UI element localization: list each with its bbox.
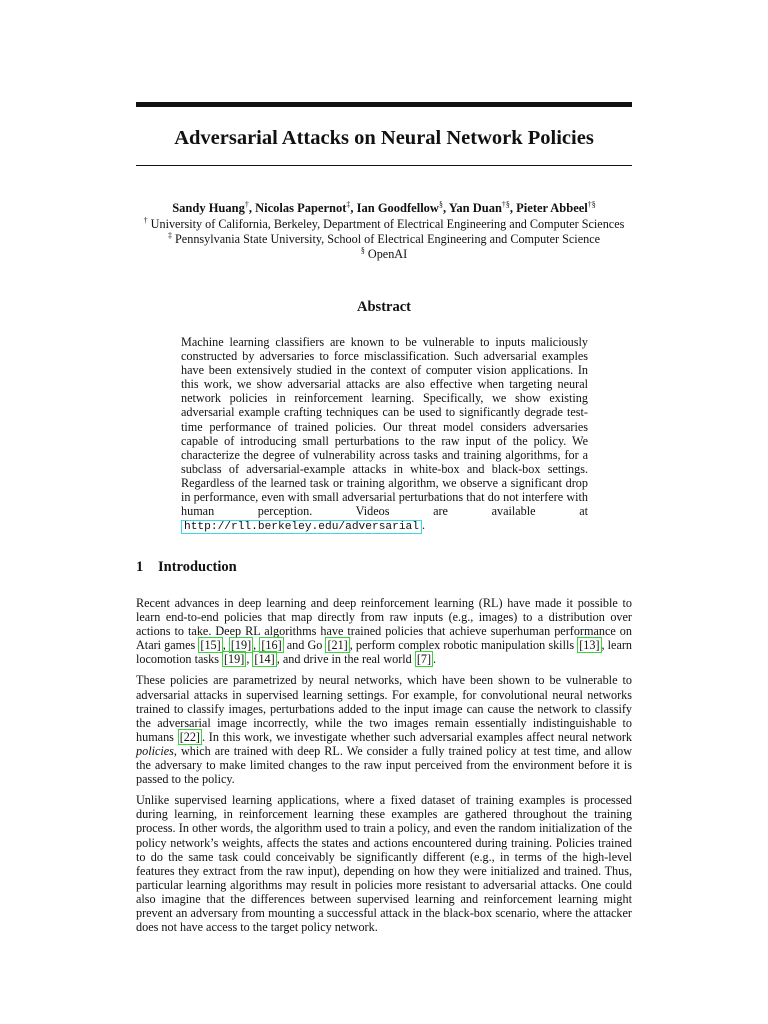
body-text: , <box>222 638 229 653</box>
author-affiliation-mark: †§ <box>587 200 596 209</box>
citation-link[interactable]: [19] <box>230 638 252 653</box>
citation-link[interactable]: [16] <box>261 638 282 653</box>
affiliation-text: University of California, Berkeley, Department of Electrical Engineering and Computer Sciences <box>147 217 625 231</box>
abstract-body: Machine learning classifiers are known to be vulnerable to inputs maliciously constructed by adversaries to force misclassification. Such adversarial examples have been extensively studied in the context of computer vision applications. In this work, we show adversarial attacks are also effective when targeting neural network policies in reinforcement learning. Specifically, we show existing adversarial example crafting techniques can be used to significantly degrade test-time performance of trained policies. Our threat model considers adversaries capable of introducing small perturbations to the raw input of the policy. We characterize the degree of vulnerability across tasks and training algorithms, for a subclass of adversarial-example attacks in white-box and black-box settings. Regardless of the learned task or training algorithm, we observe a significant drop in performance, even with small adversarial perturbations that do not interfere with human perception. Videos are available at <box>181 335 588 519</box>
affiliation-line <box>90 217 678 232</box>
body-text: , which are trained with deep RL. We consider a fully trained policy at test time, and allow the adversary to make limited changes to the raw input perceived from the environment before it is passed to the policy. <box>136 743 632 787</box>
videos-link[interactable]: http://rll.berkeley.edu/adversarial <box>181 520 422 534</box>
citation-link[interactable]: [19] <box>224 652 245 667</box>
affiliation-text: Pennsylvania State University, School of Electrical Engineering and Computer Science <box>171 232 601 246</box>
body-text: , perform complex robotic manipulation skills <box>349 638 578 653</box>
citation-link[interactable]: [13] <box>579 638 600 653</box>
author-name: Sandy Huang <box>172 201 245 215</box>
body-text: . In this work, we investigate whether such adversarial examples affect neural network <box>202 729 632 744</box>
abstract-end: . <box>421 518 426 533</box>
author-affiliation-mark: ‡ <box>346 200 351 209</box>
section-title: Introduction <box>158 559 237 575</box>
affiliation-mark: § <box>360 246 365 255</box>
citation-link[interactable]: [22] <box>179 729 200 744</box>
affiliation-text: OpenAI <box>364 247 408 261</box>
affiliation-mark: ‡ <box>167 231 172 240</box>
body-text: . <box>433 652 437 667</box>
author-affiliation-mark: † <box>244 200 249 209</box>
title-top-rule <box>136 102 632 107</box>
body-text: and Go <box>283 638 326 653</box>
citation-link[interactable]: [21] <box>327 638 348 653</box>
affiliation-line <box>90 232 678 247</box>
body-text: , and drive in the real world <box>276 652 415 667</box>
introduction-body <box>136 596 632 941</box>
body-text: , <box>253 638 260 653</box>
citation-link[interactable]: [7] <box>416 652 432 667</box>
body-text: Recent advances in deep learning and deep reinforcement learning (RL) have made it possible to learn end-to-end policies that map directly from raw inputs (e.g., images) to a distribution over actions to take. Deep RL algorithms have trained policies that achieve superhuman performance on Atari games <box>136 596 632 653</box>
section-number: 1 <box>136 559 144 575</box>
title-bottom-rule <box>136 165 632 166</box>
abstract-text <box>181 335 588 534</box>
author-name: Pieter Abbeel <box>516 201 588 215</box>
citation-link[interactable]: [14] <box>254 652 275 667</box>
body-text: Unlike supervised learning applications, where a fixed dataset of training examples is processed during learning, in reinforcement learning these examples are gathered throughout the training process. In other words, the algorithm used to train a policy, and even the random initialization of the policy network’s weights, affects the states and actions encountered during training. Policies trained to do the same task could conceivably be significantly different (e.g., in terms of the high-level features they extract from the raw input), depending on how they were initialized and trained. Thus, particular learning algorithms may result in policies more resistant to adversarial attacks. One could also imagine that the differences between supervised learning and reinforcement learning might prevent an adversary from mounting a successful attack in the black-box scenario, where the attacker does not have access to the target policy network. <box>136 793 632 935</box>
author-name: Nicolas Papernot <box>255 201 347 215</box>
author-affiliation-mark: § <box>438 200 443 209</box>
author-list: Sandy Huang†, Nicolas Papernot‡, Ian Goodfellow§, Yan Duan†§, Pieter Abbeel†§ <box>172 200 596 215</box>
citation-link[interactable]: [15] <box>200 638 221 653</box>
body-text: These policies are parametrized by neural networks, which have been shown to be vulnerable to adversarial attacks in supervised learning settings. For example, for convolutional neural networks trained to classify images, perturbations added to the input image can cause the network to classify the adversarial image incorrectly, while the two images remain essentially indistinguishable to humans <box>136 673 632 744</box>
affiliation-list <box>90 217 678 262</box>
author-name: Ian Goodfellow <box>356 201 439 215</box>
author-name: Yan Duan <box>448 201 502 215</box>
affiliation-mark: † <box>143 216 148 225</box>
abstract-heading: Abstract <box>357 299 411 315</box>
emphasis-text: policies <box>136 743 174 758</box>
body-text: , learn locomotion tasks <box>136 638 633 667</box>
body-paragraph <box>136 596 632 666</box>
affiliation-line <box>90 247 678 262</box>
body-paragraph <box>136 673 632 786</box>
body-paragraph <box>136 793 632 934</box>
section-heading <box>136 558 632 576</box>
paper-title: Adversarial Attacks on Neural Network Policies <box>174 127 594 149</box>
body-text: , <box>246 652 253 667</box>
author-affiliation-mark: †§ <box>501 200 510 209</box>
